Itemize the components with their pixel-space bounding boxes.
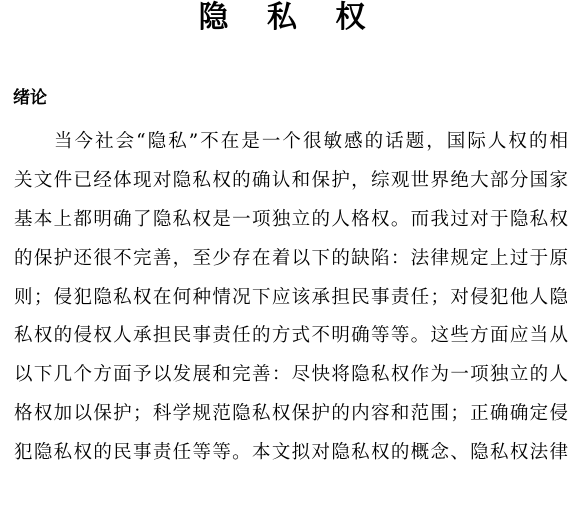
section-heading: 绪论 bbox=[13, 88, 47, 108]
paragraph-line: 以下几个方面予以发展和完善：尽快将隐私权作为一项独立的人 bbox=[14, 364, 568, 386]
paragraph-line: 关文件已经体现对隐私权的确认和保护，综观世界绝大部分国家 bbox=[14, 169, 568, 191]
paragraph-line: 则；侵犯隐私权在何种情况下应该承担民事责任；对侵犯他人隐 bbox=[14, 286, 568, 308]
paragraph-line: 私权的侵权人承担民事责任的方式不明确等等。这些方面应当从 bbox=[14, 325, 568, 347]
paragraph-line: 犯隐私权的民事责任等等。本文拟对隐私权的概念、隐私权法律 bbox=[14, 442, 568, 464]
paragraph-line: 格权加以保护；科学规范隐私权保护的内容和范围；正确确定侵 bbox=[14, 403, 568, 425]
paragraph-line: 基本上都明确了隐私权是一项独立的人格权。而我过对于隐私权 bbox=[14, 208, 568, 230]
document-title: 隐 私 权 bbox=[198, 0, 380, 35]
paragraph-line: 的保护还很不完善，至少存在着以下的缺陷：法律规定上过于原 bbox=[14, 247, 568, 269]
paragraph-line: 当今社会“隐私”不在是一个很敏感的话题，国际人权的相 bbox=[54, 131, 568, 152]
body-paragraph bbox=[14, 123, 568, 473]
